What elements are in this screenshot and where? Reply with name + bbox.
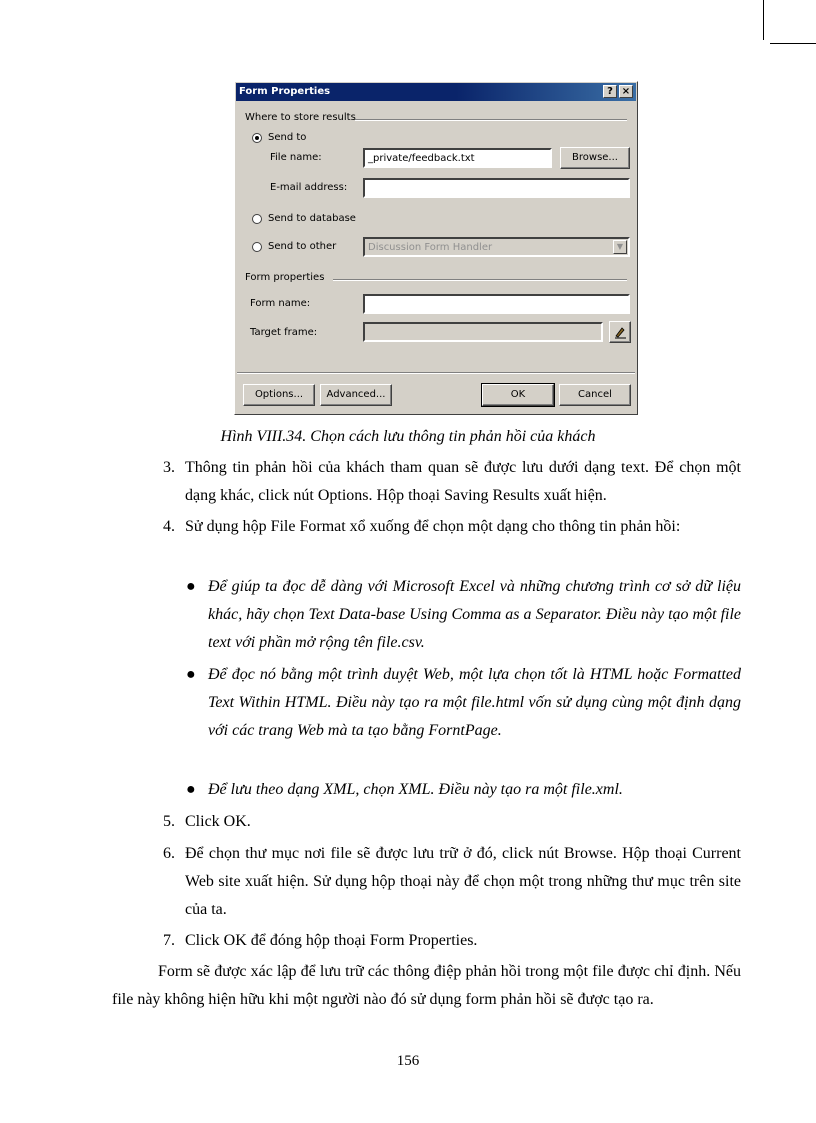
list-text: Thông tin phản hồi của khách tham quan sẽ được lưu dưới dạng text. Để chọn một dạng khác, click nút Options. Hộp thoại Saving Results xuất hiện. — [185, 459, 741, 504]
figure-caption: Hình VIII.34. Chọn cách lưu thông tin phản hồi của khách — [220, 428, 596, 445]
list-number: 4. — [163, 518, 175, 535]
radio-send-to-database[interactable] — [252, 214, 262, 224]
cancel-button[interactable]: Cancel — [559, 384, 631, 406]
bullet-text: Để giúp ta đọc dễ dàng với Microsoft Excel và những chương trình cơ sở dữ liệu khác, hãy chọn Text Data-base Using Comma as a Separator. Điều này tạo một file text với phần mở rộng tên file.csv. — [208, 578, 741, 651]
list-text: Click OK. — [185, 813, 251, 830]
button-separator — [237, 372, 635, 374]
options-button[interactable]: Options... — [243, 384, 315, 406]
group-label-form: Form properties — [245, 272, 325, 283]
crop-mark-vertical — [763, 0, 764, 40]
email-input[interactable] — [363, 178, 630, 198]
other-handler-select[interactable] — [363, 237, 630, 257]
group-label-results: Where to store results — [245, 112, 356, 123]
bullet-item — [186, 776, 741, 804]
pencil-icon — [613, 325, 627, 339]
list-item — [163, 513, 741, 541]
browse-button[interactable]: Browse... — [560, 147, 630, 169]
other-handler-value: Discussion Form Handler — [368, 242, 493, 253]
email-label: E-mail address: — [270, 182, 348, 193]
ok-button[interactable]: OK — [482, 384, 554, 406]
help-button[interactable]: ? — [603, 85, 617, 98]
chevron-down-icon[interactable]: ▼ — [613, 240, 627, 254]
target-frame-input[interactable] — [363, 322, 603, 342]
form-properties-dialog — [234, 81, 638, 415]
close-button[interactable]: × — [619, 85, 633, 98]
list-number: 6. — [163, 845, 175, 862]
bullet-icon: ● — [186, 666, 196, 683]
group-divider — [333, 279, 627, 281]
list-text: Click OK để đóng hộp thoại Form Properties. — [185, 932, 478, 949]
form-name-label: Form name: — [250, 298, 311, 309]
send-to-other-label: Send to other — [268, 241, 337, 252]
bullet-icon: ● — [186, 781, 196, 798]
bullet-item — [186, 573, 741, 657]
file-name-input[interactable]: _private/feedback.txt — [363, 148, 552, 168]
list-number: 7. — [163, 932, 175, 949]
crop-mark-horizontal — [770, 43, 816, 44]
bullet-icon: ● — [186, 578, 196, 595]
send-to-label: Send to — [268, 132, 307, 143]
dialog-title: Form Properties — [239, 86, 331, 97]
list-number: 5. — [163, 813, 175, 830]
target-frame-label: Target frame: — [250, 327, 318, 338]
closing-paragraph: Form sẽ được xác lập để lưu trữ các thông điệp phản hồi trong một file được chỉ định. Nếu file này không hiện hữu khi một người nào đó sử dụng form phản hồi sẽ được tạo ra. — [112, 963, 741, 1008]
bullet-item — [186, 661, 741, 745]
list-text: Để chọn thư mục nơi file sẽ được lưu trữ ở đó, click nút Browse. Hộp thoại Current Web site xuất hiện. Sử dụng hộp thoại này để chọn một trong những thư mục trên site của ta. — [185, 845, 741, 918]
list-item — [163, 840, 741, 924]
list-item — [163, 808, 741, 836]
bullet-text: Để lưu theo dạng XML, chọn XML. Điều này tạo ra một file.xml. — [208, 781, 623, 798]
list-text: Sử dụng hộp File Format xổ xuống để chọn một dạng cho thông tin phản hồi: — [185, 518, 681, 535]
list-item — [163, 927, 741, 955]
list-number: 3. — [163, 459, 175, 476]
radio-send-to-other[interactable] — [252, 242, 262, 252]
send-to-database-label: Send to database — [268, 213, 356, 224]
advanced-button[interactable]: Advanced... — [320, 384, 392, 406]
page-number: 156 — [396, 1053, 420, 1069]
target-frame-edit-button[interactable] — [609, 321, 631, 343]
radio-send-to[interactable] — [252, 133, 262, 143]
list-item — [163, 454, 741, 510]
form-name-input[interactable] — [363, 294, 630, 314]
file-name-label: File name: — [270, 152, 322, 163]
bullet-text: Để đọc nó bằng một trình duyệt Web, một lựa chọn tốt là HTML hoặc Formatted Text Within HTML. Điều này tạo ra một file.html vốn sử dụng cùng một định dạng với các trang Web mà ta tạo bằng ForntPage. — [208, 666, 741, 739]
group-divider — [355, 119, 627, 121]
dialog-titlebar — [236, 83, 636, 101]
